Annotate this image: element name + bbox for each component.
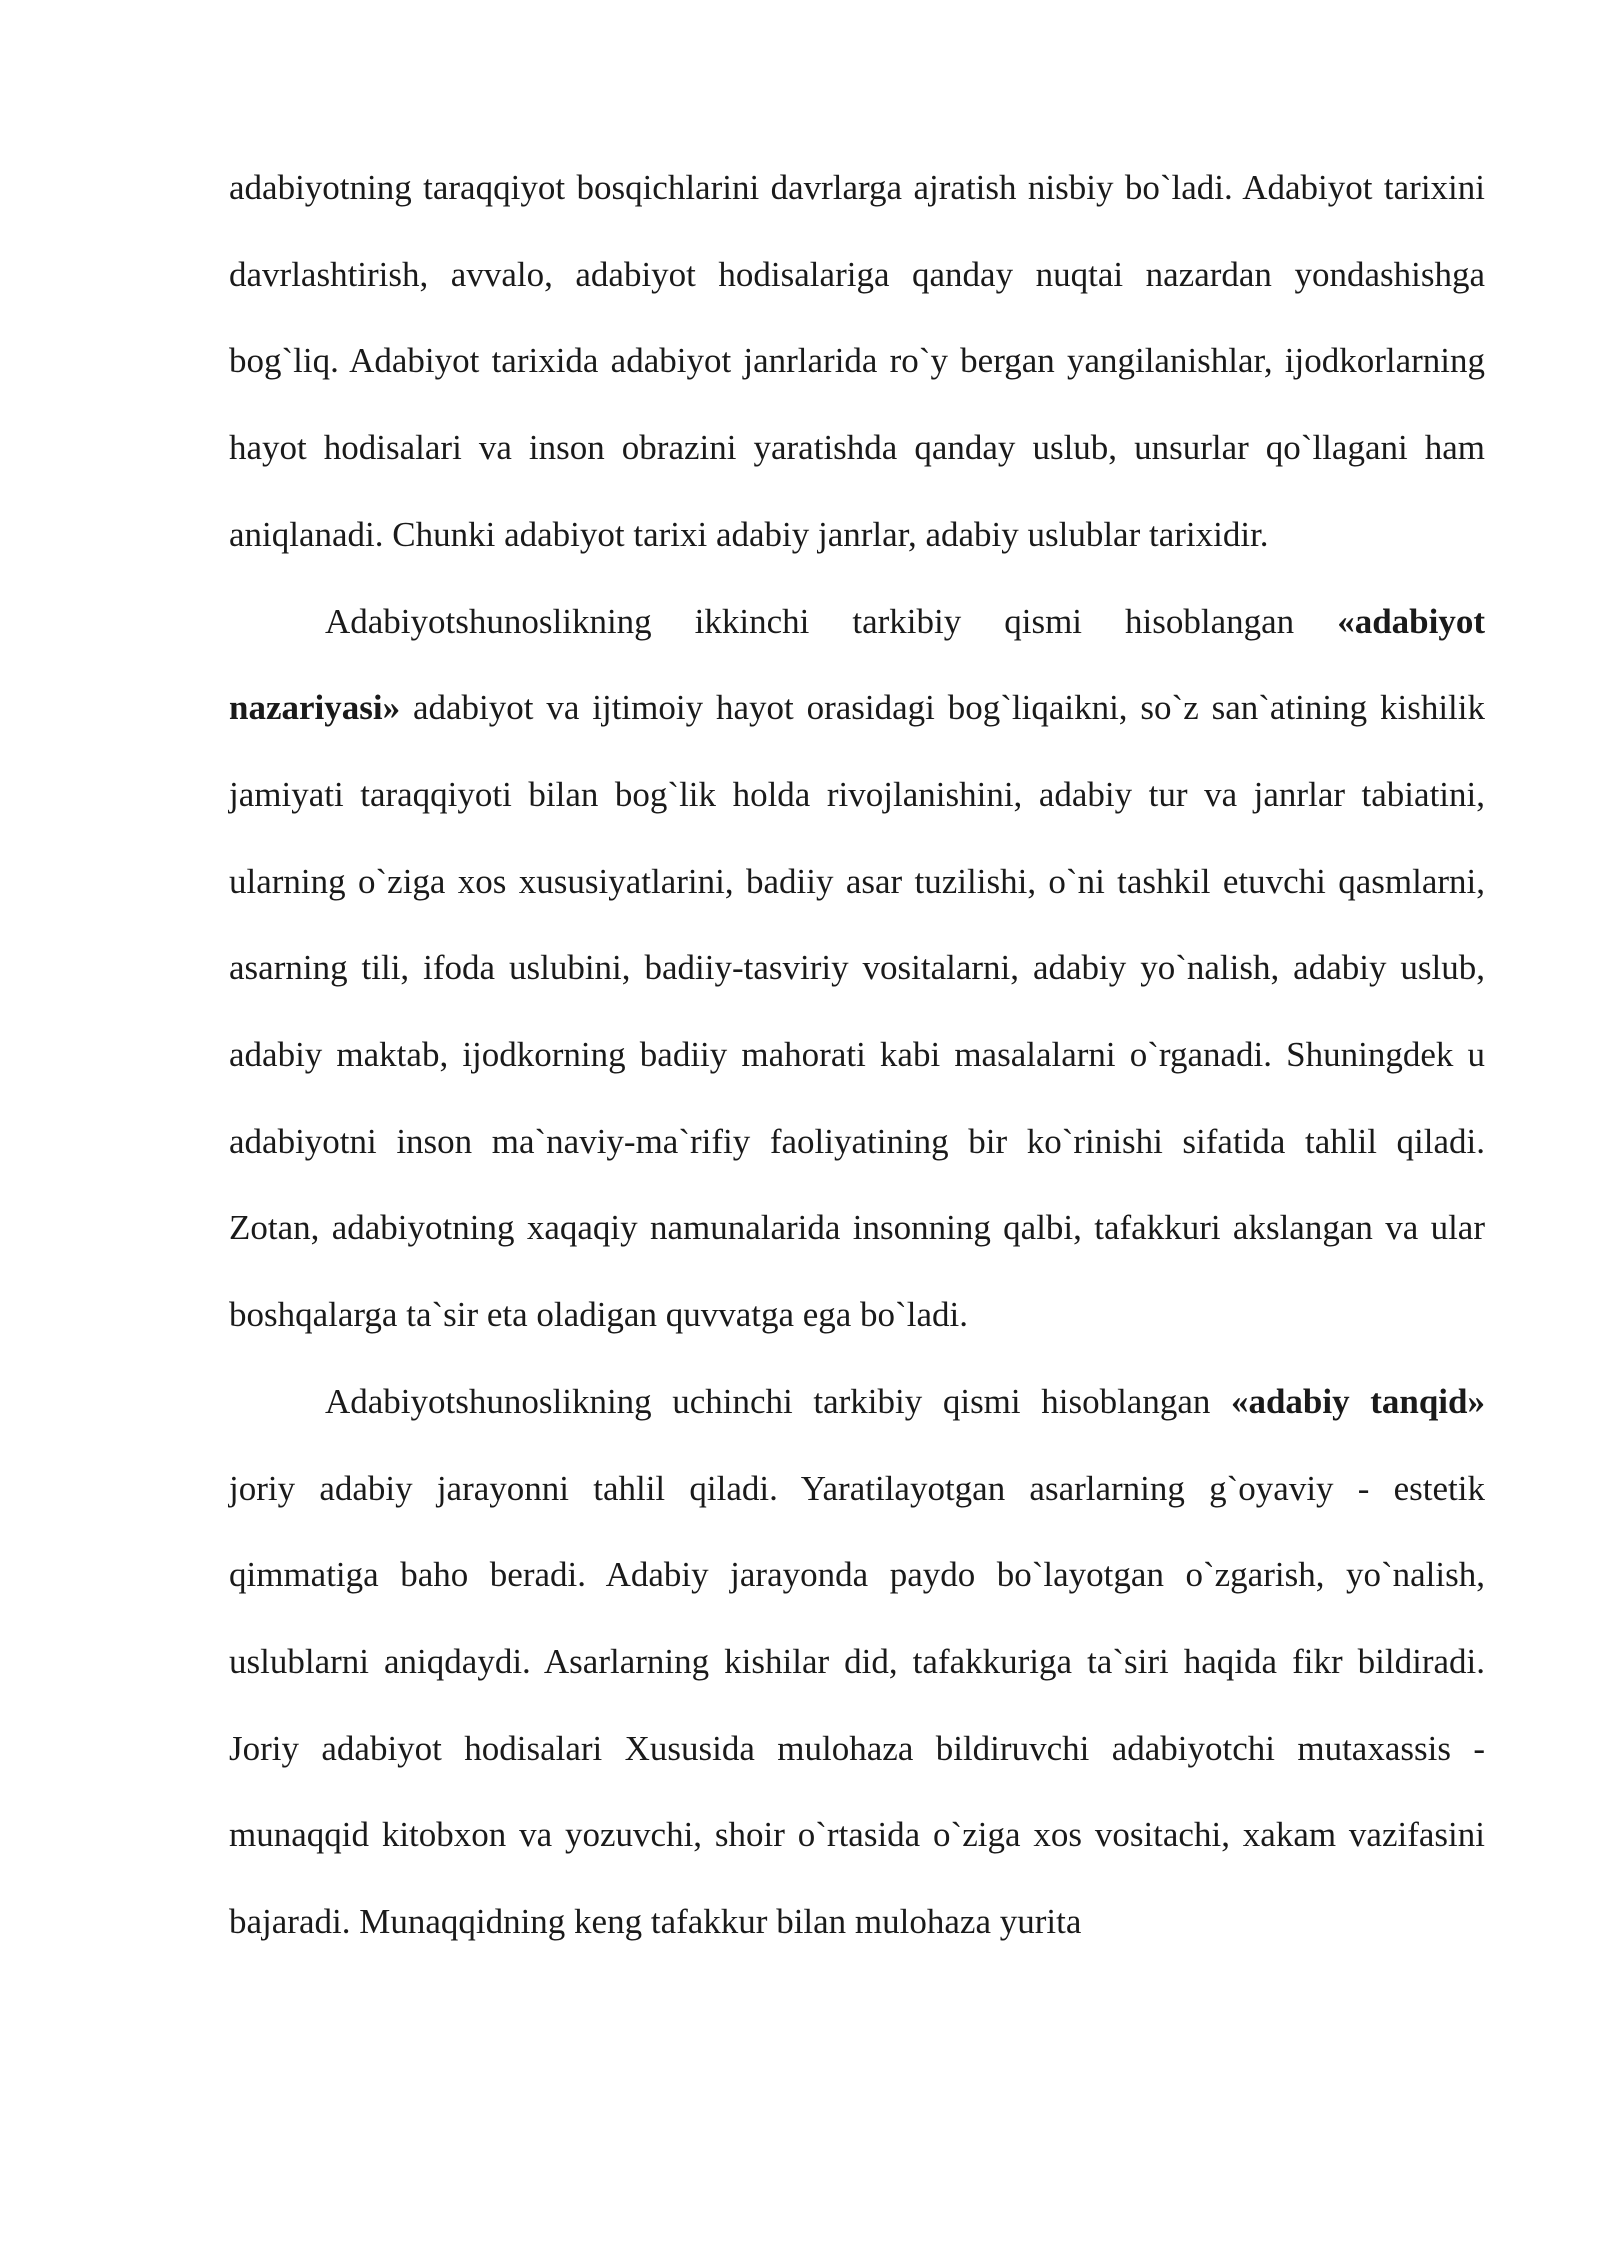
paragraph-literary-criticism — [229, 1359, 1485, 1966]
term-literary-theory: «adabiyot nazariyasi» — [229, 601, 1485, 728]
paragraph-history-periodization: adabiyotning taraqqiyot bosqichlarini davrlarga ajratish nisbiy bo`ladi. Adabiyot tarixini davrlashtirish, avvalo, adabiyot hodisalariga qanday nuqtai nazardan yondashishga bog`liq. Adabiyot tarixida adabiyot janrlarida ro`y bergan yangilanishlar, ijodkorlarning hayot hodisalari va inson obrazini yaratishda qanday uslub, unsurlar qo`llagani ham aniqlanadi. Chunki adabiyot tarixi adabiy janrlar, adabiy uslublar tarixidir. — [229, 168, 1485, 554]
document-body — [229, 145, 1485, 1966]
paragraph-rest: adabiyot va ijtimoiy hayot orasidagi bog`liqaikni, so`z san`atining kishilik jamiyati taraqqiyoti bilan bog`lik holda rivojlanishini, adabiy tur va janrlar tabiatini, ularning o`ziga xos xususiyatlarini, badiiy asar tuzilishi, o`ni tashkil etuvchi qasmlarni, asarning tili, ifoda uslubini, badiiy-tasviriy vositalarni, adabiy yo`nalish, adabiy uslub, adabiy maktab, ijodkorning badiiy mahorati kabi masalalarni o`rganadi. Shuningdek u adabiyotni inson ma`naviy-ma`rifiy faoliyatining bir ko`rinishi sifatida tahlil qiladi. Zotan, adabiyotning xaqaqiy namunalarida insonning qalbi, tafakkuri akslangan va ular boshqalarga ta`sir eta oladigan quvvatga ega bo`ladi. — [229, 688, 1485, 1335]
paragraph-lead: Adabiyotshunoslikning uchinchi tarkibiy qismi hisoblangan — [325, 1381, 1231, 1421]
paragraph-literary-theory — [229, 579, 1485, 1359]
term-literary-criticism: «adabiy tanqid» — [1230, 1381, 1485, 1421]
paragraph-rest: joriy adabiy jarayonni tahlil qiladi. Yaratilayotgan asarlarning g`oyaviy - estetik qimmatiga baho beradi. Adabiy jarayonda paydo bo`layotgan o`zgarish, yo`nalish, uslublarni aniqdaydi. Asarlarning kishilar did, tafakkuriga ta`siri haqida fikr bildiradi. Joriy adabiyot hodisalari Xususida mulohaza bildiruvchi adabiyotchi mutaxassis - munaqqid kitobxon va yozuvchi, shoir o`rtasida o`ziga xos vositachi, xakam vazifasini bajaradi. Munaqqidning keng tafakkur bilan mulohaza yurita — [229, 1468, 1485, 1942]
paragraph-lead: Adabiyotshunoslikning ikkinchi tarkibiy qismi hisoblangan — [325, 601, 1338, 641]
